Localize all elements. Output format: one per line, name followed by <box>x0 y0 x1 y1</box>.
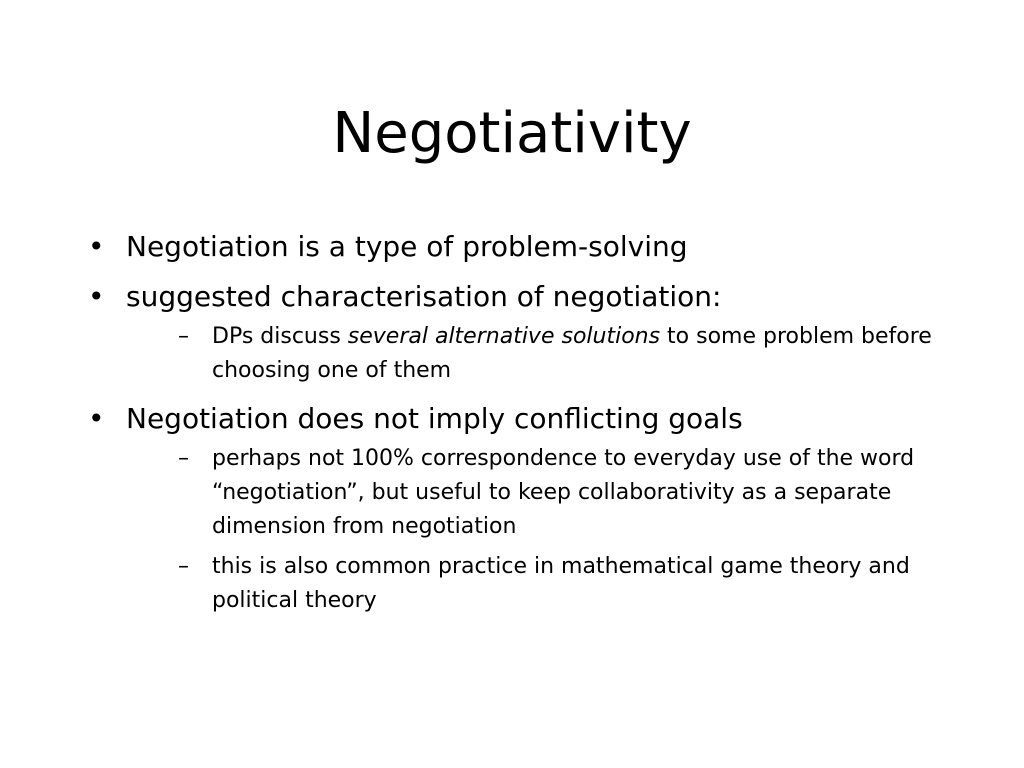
bullet-item <box>86 228 946 266</box>
slide-body <box>86 228 946 630</box>
bullet-marker: • <box>88 230 105 263</box>
sub-bullet-text: this is also common practice in mathematical game theory and political theory <box>212 554 910 613</box>
sub-bullet-text-pre: DPs discuss <box>212 324 348 349</box>
sub-bullet-item <box>126 442 946 544</box>
sub-bullet-text: perhaps not 100% correspondence to everyday use of the word “negotiation”, but useful to keep collaborativity as a separate dimension from negotiation <box>212 446 915 539</box>
sub-bullet-marker: – <box>178 554 189 579</box>
bullet-text: suggested characterisation of negotiation: <box>126 280 722 313</box>
bullet-text: Negotiation is a type of problem-solving <box>126 230 688 263</box>
sub-bullet-item <box>126 320 946 388</box>
bullet-item <box>86 278 946 388</box>
sub-bullet-text-emphasis: several alternative solutions <box>347 324 661 349</box>
bullet-marker: • <box>88 280 105 313</box>
sub-bullet-text-post: to some problem before choosing one of them <box>212 324 932 383</box>
bullet-text: Negotiation does not imply conflicting goals <box>126 402 743 435</box>
sub-bullet-marker: – <box>178 324 189 349</box>
sub-bullet-item <box>126 550 946 618</box>
sub-bullet-list <box>126 442 946 618</box>
sub-bullet-marker: – <box>178 446 189 471</box>
bullet-marker: • <box>88 402 105 435</box>
sub-bullet-list <box>126 320 946 388</box>
slide-title: Negotiativity <box>332 101 692 166</box>
bullet-item <box>86 400 946 618</box>
